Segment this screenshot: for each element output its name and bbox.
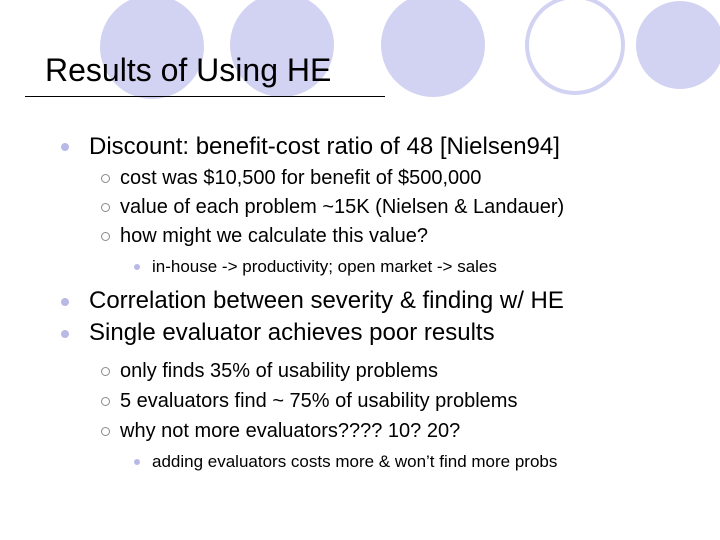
bullet-productivity-sales: in-house -> productivity; open market -> sales — [152, 257, 497, 276]
bullet-35-percent: only finds 35% of usability problems — [120, 360, 438, 382]
bullet-problem-value: value of each problem ~15K (Nielsen & Landauer) — [120, 196, 565, 218]
level3-bullet-icon — [134, 264, 140, 270]
slide-title: Results of Using HE — [45, 52, 332, 88]
level2-bullet-icon — [101, 367, 110, 376]
bullet-adding-evaluators: adding evaluators costs more & won’t find more probs — [152, 452, 558, 471]
bullet-correlation: Correlation between severity & finding w/ HE — [89, 287, 564, 314]
level1-bullet-icon — [61, 298, 69, 306]
bullet-cost: cost was $10,500 for benefit of $500,000 — [120, 167, 482, 189]
bullet-75-percent: 5 evaluators find ~ 75% of usability problems — [120, 390, 518, 412]
level1-bullet-icon — [61, 143, 69, 151]
level2-bullet-icon — [101, 232, 110, 241]
level1-bullet-icon — [61, 330, 69, 338]
level2-bullet-icon — [101, 203, 110, 212]
bullet-calculate-value: how might we calculate this value? — [120, 225, 428, 247]
level2-bullet-icon — [101, 174, 110, 183]
bullet-discount: Discount: benefit-cost ratio of 48 [Nielsen94] — [89, 133, 560, 160]
title-divider — [25, 96, 385, 97]
level3-bullet-icon — [134, 459, 140, 465]
level2-bullet-icon — [101, 427, 110, 436]
bullet-single-evaluator: Single evaluator achieves poor results — [89, 319, 495, 346]
level2-bullet-icon — [101, 397, 110, 406]
bullet-more-evaluators: why not more evaluators???? 10? 20? — [120, 420, 461, 442]
